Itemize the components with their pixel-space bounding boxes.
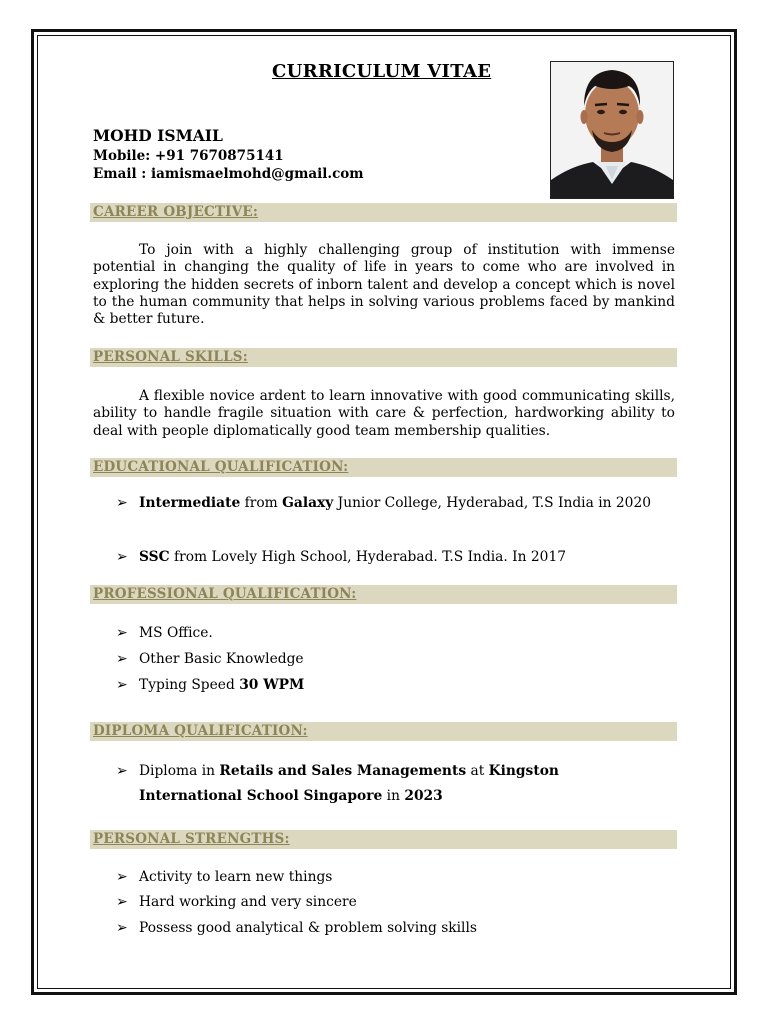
- arrowhead-bullet-icon: ➢: [116, 495, 128, 511]
- section-title: PROFESSIONAL QUALIFICATION:: [93, 586, 357, 602]
- candidate-name: MOHD ISMAIL: [93, 126, 223, 145]
- section-educational-qualification: [90, 458, 677, 477]
- arrowhead-bullet-icon: ➢: [116, 677, 128, 693]
- arrowhead-bullet-icon: ➢: [116, 651, 128, 667]
- profile-photo: [550, 61, 674, 199]
- section-personal-skills: [90, 348, 677, 367]
- section-title: CAREER OBJECTIVE:: [93, 204, 259, 220]
- section-title: PERSONAL STRENGTHS:: [93, 831, 290, 847]
- personal-skills-text: A flexible novice ardent to learn innovative with good communicating skills, ability to handle fragile situation with care & perfection, hardworking ability to deal with people diplomatically good team membership qualities.: [93, 388, 675, 439]
- section-personal-strengths: [90, 830, 677, 849]
- section-diploma-qualification: [90, 722, 677, 741]
- section-career-objective: [90, 203, 677, 222]
- arrowhead-bullet-icon: ➢: [116, 763, 128, 779]
- arrowhead-bullet-icon: ➢: [116, 549, 128, 565]
- section-title: EDUCATIONAL QUALIFICATION:: [93, 459, 349, 475]
- arrowhead-bullet-icon: ➢: [116, 894, 128, 910]
- arrowhead-bullet-icon: ➢: [116, 625, 128, 641]
- arrowhead-bullet-icon: ➢: [116, 920, 128, 936]
- email-address: Email : iamismaelmohd@gmail.com: [93, 166, 364, 182]
- section-title: PERSONAL SKILLS:: [93, 349, 248, 365]
- document-title: CURRICULUM VITAE: [272, 61, 492, 82]
- section-professional-qualification: [90, 585, 677, 604]
- career-objective-text: To join with a highly challenging group of institution with immense potential in changing the quality of life in years to come who are involved in exploring the hidden secrets of inborn talent and develop a concept which is novel to the human community that helps in solving various problems faced by mankind & better future.: [93, 242, 675, 328]
- mobile-number: Mobile: +91 7670875141: [93, 148, 284, 164]
- profile-photo-image: [551, 62, 673, 198]
- section-title: DIPLOMA QUALIFICATION:: [93, 723, 308, 739]
- arrowhead-bullet-icon: ➢: [116, 869, 128, 885]
